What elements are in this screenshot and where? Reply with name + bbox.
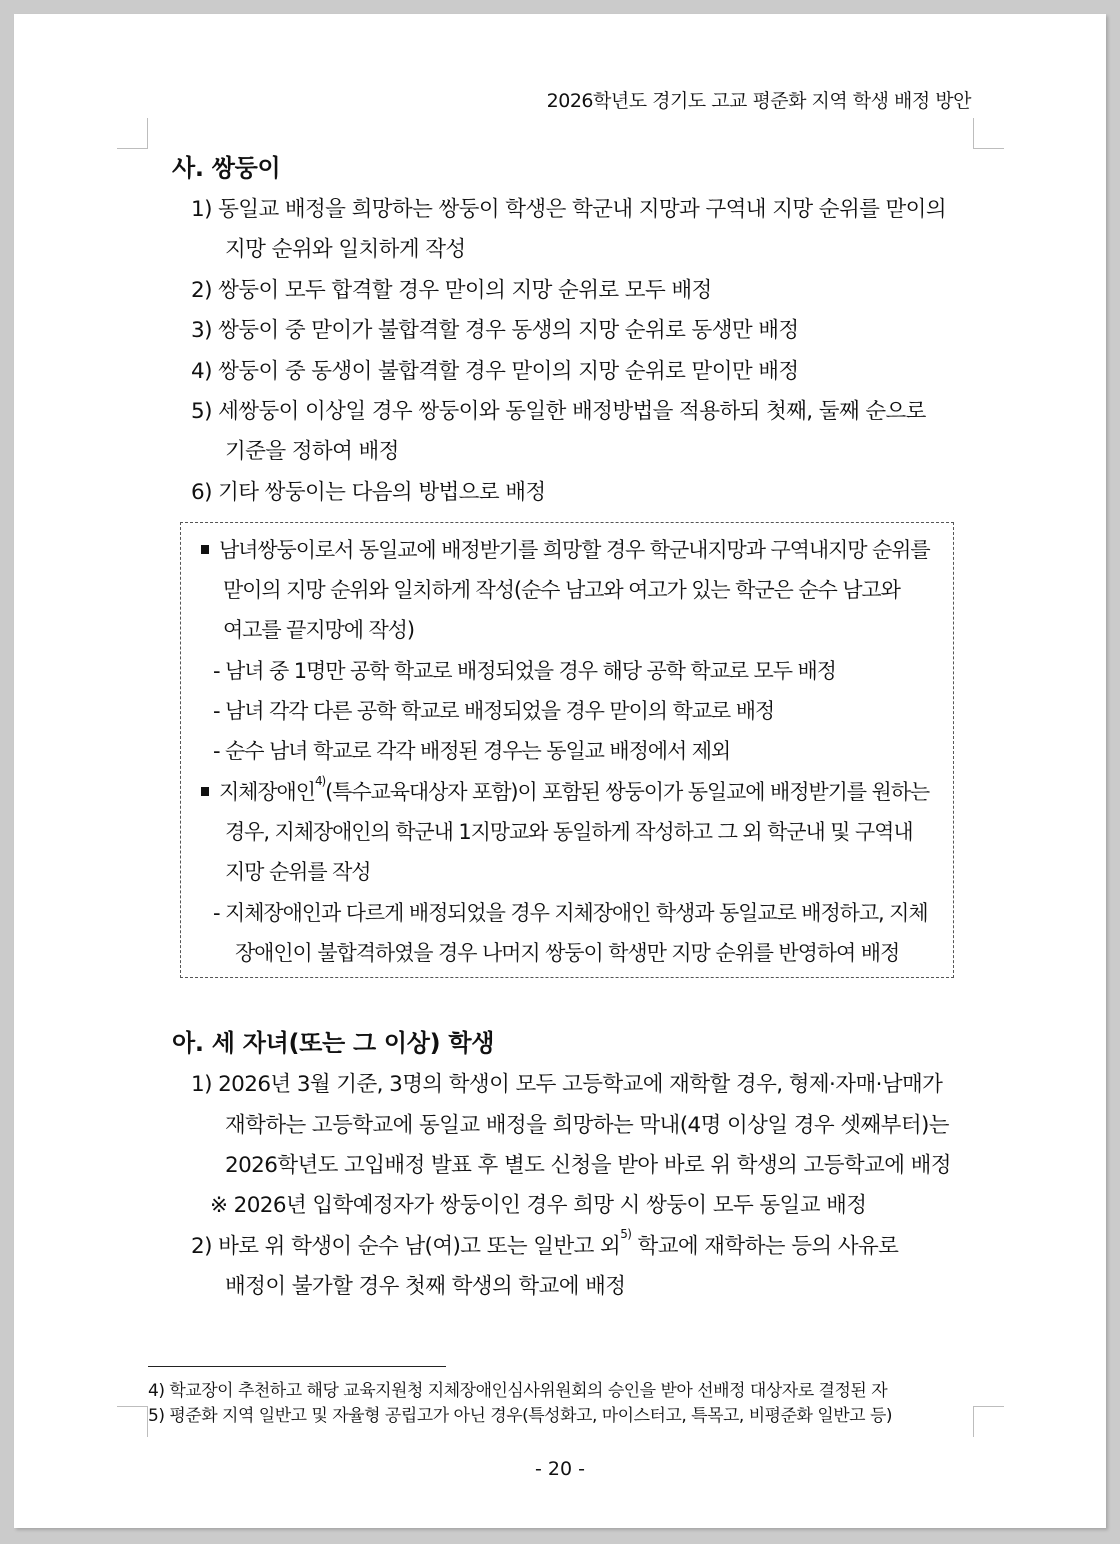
box-sub-item-2: - 남녀 각각 다른 공학 학교로 배정되었을 경우 맏이의 학교로 배정 bbox=[213, 699, 775, 723]
square-bullet-icon bbox=[201, 787, 209, 796]
item-1-line-1: 1) 동일교 배정을 희망하는 쌍둥이 학생은 학군내 지망과 구역내 지망 순위를 맏이의 bbox=[191, 197, 947, 222]
box-sub-item-1: - 남녀 중 1명만 공학 학교로 배정되었을 경우 해당 공학 학교로 모두 배정 bbox=[213, 659, 836, 683]
box-bullet-1-line-3: 여고를 끝지망에 작성) bbox=[223, 618, 414, 642]
item-3: 3) 쌍둥이 중 맏이가 불합격할 경우 동생의 지망 순위로 동생만 배정 bbox=[191, 318, 799, 343]
box-bullet-2-sub-line-1: - 지체장애인과 다르게 배정되었을 경우 지체장애인 학생과 동일교로 배정하고, 지체 bbox=[213, 901, 928, 925]
box-sub-item-3: - 순수 남녀 학교로 각각 배정된 경우는 동일교 배정에서 제외 bbox=[213, 739, 731, 763]
a-item-1-line-3: 2026학년도 고입배정 발표 후 별도 신청을 받아 바로 위 학생의 고등학교에 배정 bbox=[225, 1153, 951, 1178]
running-header: 2026학년도 경기도 고교 평준화 지역 학생 배정 방안 bbox=[546, 90, 971, 112]
a-item-1-line-1: 1) 2026년 3월 기준, 3명의 학생이 모두 고등학교에 재학할 경우, 형제·자매·남매가 bbox=[191, 1072, 943, 1097]
footnote-ref-4: 4) bbox=[314, 774, 326, 788]
a-item-2-line-1: 2) 바로 위 학생이 순수 남(여)고 또는 일반고 외$^{5)}$ 학교에 재학하는 등의 사유로 bbox=[191, 1227, 899, 1259]
box-bullet-2-line-1: 지체장애인$^{4)}$(특수교육대상자 포함)이 포함된 쌍둥이가 동일교에 배정받기를 원하는 bbox=[201, 776, 929, 806]
item-6: 6) 기타 쌍둥이는 다음의 방법으로 배정 bbox=[191, 480, 546, 505]
item-5-line-2: 기준을 정하여 배정 bbox=[225, 439, 399, 464]
footnote-ref-5: 5) bbox=[620, 1227, 632, 1241]
a-item-2-line-2: 배정이 불가할 경우 첫째 학생의 학교에 배정 bbox=[225, 1274, 626, 1299]
section-heading-twins: 사. 쌍둥이 bbox=[172, 154, 281, 182]
crop-mark-bottom-left bbox=[117, 1406, 148, 1437]
a-item-1-line-2: 재학하는 고등학교에 동일교 배정을 희망하는 막내(4명 이상일 경우 셋째부터)는 bbox=[225, 1113, 949, 1138]
box-bullet-1-line-1: 남녀쌍둥이로서 동일교에 배정받기를 희망할 경우 학군내지망과 구역내지망 순위를 bbox=[201, 534, 930, 564]
page-number: - 20 - bbox=[535, 1458, 585, 1480]
item-4: 4) 쌍둥이 중 동생이 불합격할 경우 맏이의 지망 순위로 맏이만 배정 bbox=[191, 359, 799, 384]
crop-mark-bottom-right bbox=[973, 1406, 1004, 1437]
square-bullet-icon bbox=[201, 545, 209, 554]
document-page bbox=[14, 14, 1106, 1528]
footnote-5: 5) 평준화 지역 일반고 및 자율형 공립고가 아닌 경우(특성화고, 마이스터고, 특목고, 비평준화 일반고 등) bbox=[148, 1406, 893, 1426]
section-heading-three-children: 아. 세 자녀(또는 그 이상) 학생 bbox=[172, 1029, 495, 1057]
box-bullet-1-line-2: 맏이의 지망 순위와 일치하게 작성(순수 남고와 여고가 있는 학군은 순수 남고와 bbox=[223, 578, 900, 602]
box-bullet-2-line-2: 경우, 지체장애인의 학군내 1지망교와 동일하게 작성하고 그 외 학군내 및 구역내 bbox=[225, 820, 913, 844]
crop-mark-top-right bbox=[973, 118, 1004, 149]
footnote-4: 4) 학교장이 추천하고 해당 교육지원청 지체장애인심사위원회의 승인을 받아 선배정 대상자로 결정된 자 bbox=[148, 1381, 888, 1401]
box-bullet-2-line-3: 지망 순위를 작성 bbox=[225, 860, 371, 884]
a-note: ※ 2026년 입학예정자가 쌍둥이인 경우 희망 시 쌍둥이 모두 동일교 배정 bbox=[210, 1193, 867, 1218]
item-1-line-2: 지망 순위와 일치하게 작성 bbox=[225, 237, 466, 262]
crop-mark-top-left bbox=[117, 118, 148, 149]
footnote-separator bbox=[148, 1366, 446, 1367]
item-2: 2) 쌍둥이 모두 합격할 경우 맏이의 지망 순위로 모두 배정 bbox=[191, 278, 712, 303]
item-5-line-1: 5) 세쌍둥이 이상일 경우 쌍둥이와 동일한 배정방법을 적용하되 첫째, 둘째 순으로 bbox=[191, 399, 926, 424]
box-bullet-2-sub-line-2: 장애인이 불합격하였을 경우 나머지 쌍둥이 학생만 지망 순위를 반영하여 배정 bbox=[235, 941, 900, 965]
